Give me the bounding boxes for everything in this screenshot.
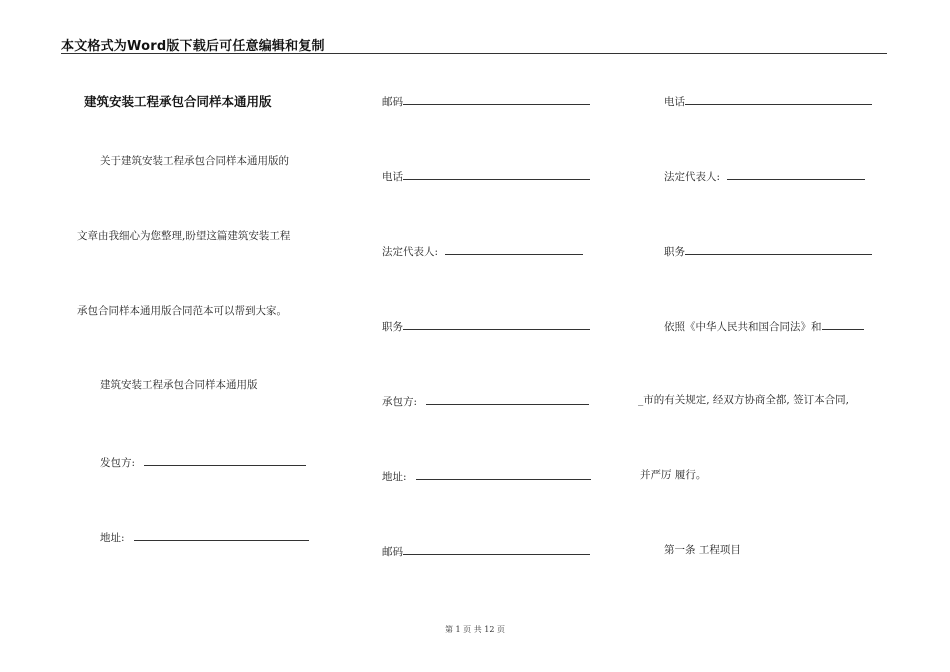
legal-rep-field-2 — [664, 168, 865, 184]
postcode-field-2 — [382, 543, 590, 559]
address-blank-1 — [134, 529, 309, 541]
employer-blank — [144, 454, 306, 466]
regulation-line: _市的有关规定, 经双方协商全都, 签订本合同, — [638, 394, 849, 406]
postcode-blank-1 — [403, 93, 590, 105]
contractor-field — [382, 393, 589, 409]
intro-line-2: 文章由我细心为您整理,盼望这篇建筑安装工程 — [77, 230, 291, 242]
employer-label: 发包方: — [100, 457, 136, 469]
document-title: 建筑安装工程承包合同样本通用版 — [84, 94, 272, 109]
postcode-field-1 — [382, 93, 590, 109]
position-blank-2 — [685, 243, 872, 255]
legal-rep-label-2: 法定代表人: — [664, 171, 721, 183]
position-field-1 — [382, 318, 590, 334]
law-reference-line — [664, 318, 864, 334]
contractor-blank — [426, 393, 589, 405]
employer-field — [100, 454, 306, 470]
address-field-1 — [100, 529, 309, 545]
law-reference-text: 依照《中华人民共和国合同法》和 — [664, 321, 822, 333]
contract-subtitle: 建筑安装工程承包合同样本通用版 — [100, 379, 258, 391]
comply-line: 并严厉 履行。 — [640, 469, 707, 481]
postcode-label-1: 邮码 — [382, 96, 403, 108]
position-blank-1 — [403, 318, 590, 330]
postcode-label-2: 邮码 — [382, 546, 403, 558]
address-field-2 — [382, 468, 591, 484]
phone-label-2: 电话 — [664, 96, 685, 108]
phone-label-1: 电话 — [382, 171, 403, 183]
phone-field-2 — [664, 93, 872, 109]
phone-blank-2 — [685, 93, 872, 105]
position-label-1: 职务 — [382, 321, 403, 333]
legal-rep-field-1 — [382, 243, 583, 259]
law-reference-blank — [822, 318, 864, 330]
address-label-2: 地址: — [382, 471, 407, 483]
position-field-2 — [664, 243, 872, 259]
address-label-1: 地址: — [100, 532, 125, 544]
page-footer: 第 1 页 共 12 页 — [445, 625, 505, 634]
article-1-heading: 第一条 工程项目 — [664, 544, 741, 556]
intro-line-1: 关于建筑安装工程承包合同样本通用版的 — [100, 155, 289, 167]
header-divider — [61, 53, 887, 54]
address-blank-2 — [416, 468, 591, 480]
legal-rep-blank-1 — [445, 243, 583, 255]
page-header-title: 本文格式为Word版下载后可任意编辑和复制 — [61, 39, 325, 54]
contractor-label: 承包方: — [382, 396, 418, 408]
legal-rep-blank-2 — [727, 168, 865, 180]
legal-rep-label-1: 法定代表人: — [382, 246, 439, 258]
postcode-blank-2 — [403, 543, 590, 555]
position-label-2: 职务 — [664, 246, 685, 258]
phone-blank-1 — [403, 168, 590, 180]
phone-field-1 — [382, 168, 590, 184]
intro-line-3: 承包合同样本通用版合同范本可以帮到大家。 — [77, 305, 287, 317]
